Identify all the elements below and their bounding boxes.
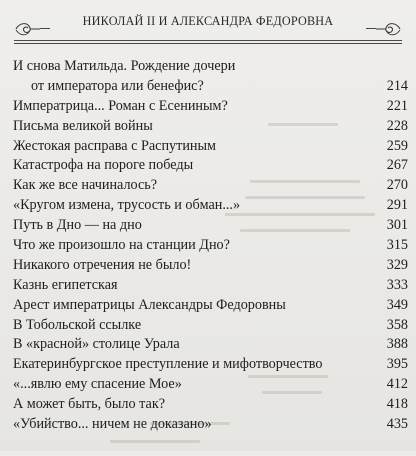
toc-entry-page-number: 418 [386,396,408,413]
right-ornament-icon [376,20,402,38]
toc-entry-title: «Кругом измена, трусость и обман...» [13,197,241,214]
toc-entry-title: Что же произошло на станции Дно? [13,237,230,254]
toc-entry-title: В Тобольской ссылке [13,316,142,333]
toc-entry-page-number: 228 [386,117,408,134]
toc-entry-title: от императора или бенефис? [31,77,204,94]
toc-entry [13,335,408,355]
toc-entry-page-number: 333 [386,276,408,293]
toc-entry-page-number: 388 [386,336,408,353]
toc-entry [13,375,408,395]
toc-entry [13,137,408,157]
toc-entry-title: «Убийство... ничем не доказано» [13,416,212,433]
toc-entry [13,355,408,375]
header-underline-thin [14,43,402,44]
toc-entry-page-number: 291 [386,197,408,214]
toc-entry-page-number: 221 [386,97,408,114]
table-of-contents [13,57,408,435]
toc-entry [13,276,408,296]
toc-entry-title: Екатеринбургское преступление и мифотворчество [13,356,323,373]
toc-entry-page-number: 412 [386,376,408,393]
toc-entry-title: А может быть, было так? [13,396,166,413]
toc-entry-title: В «красной» столице Урала [13,336,180,353]
toc-entry-title: И снова Матильда. Рождение дочери [13,58,236,74]
toc-entry [13,77,408,97]
toc-entry-title: Жестокая расправа с Распутиным [13,137,217,154]
toc-entry-title: Императрица... Роман с Есениным? [13,97,228,114]
toc-entry-title: Арест императрицы Александры Федоровны [13,296,286,313]
toc-entry-page-number: 214 [386,77,408,94]
toc-entry-title: «...явлю ему спасение Мое» [13,376,182,393]
toc-entry-page-number: 435 [386,416,408,433]
toc-entry-page-number: 270 [386,177,408,194]
toc-entry [13,395,408,415]
toc-entry-page-number: 259 [386,137,408,154]
header-title: НИКОЛАЙ II И АЛЕКСАНДРА ФЕДОРОВНА [82,14,334,28]
toc-entry-page-number: 349 [386,296,408,313]
toc-entry-title: Никакого отречения не было! [13,256,192,273]
toc-entry-page-number: 301 [386,217,408,234]
running-header [0,14,416,38]
toc-entry [13,117,408,137]
toc-entry-title: Казнь египетская [13,276,118,293]
toc-entry-page-number: 395 [386,356,408,373]
toc-entry [13,296,408,316]
toc-entry [13,236,408,256]
toc-entry-title: Путь в Дно — на дно [13,217,142,234]
toc-entry [13,415,408,435]
header-rule-right [366,28,376,29]
toc-entry-title: Как же все начиналось? [13,177,158,194]
toc-entry [13,196,408,216]
toc-entry [13,176,408,196]
toc-entry-page-number: 358 [386,316,408,333]
toc-entry [13,256,408,276]
header-underline [14,40,402,41]
toc-entry [13,216,408,236]
toc-entry-page-number: 315 [386,237,408,254]
toc-entry [13,156,408,176]
toc-entry-title: Катастрофа на пороге победы [13,157,194,174]
toc-entry [13,57,408,77]
toc-entry [13,97,408,117]
toc-entry-page-number: 267 [386,157,408,174]
toc-entry-title: Письма великой войны [13,117,153,134]
toc-entry [13,316,408,336]
toc-entry-page-number: 329 [386,256,408,273]
